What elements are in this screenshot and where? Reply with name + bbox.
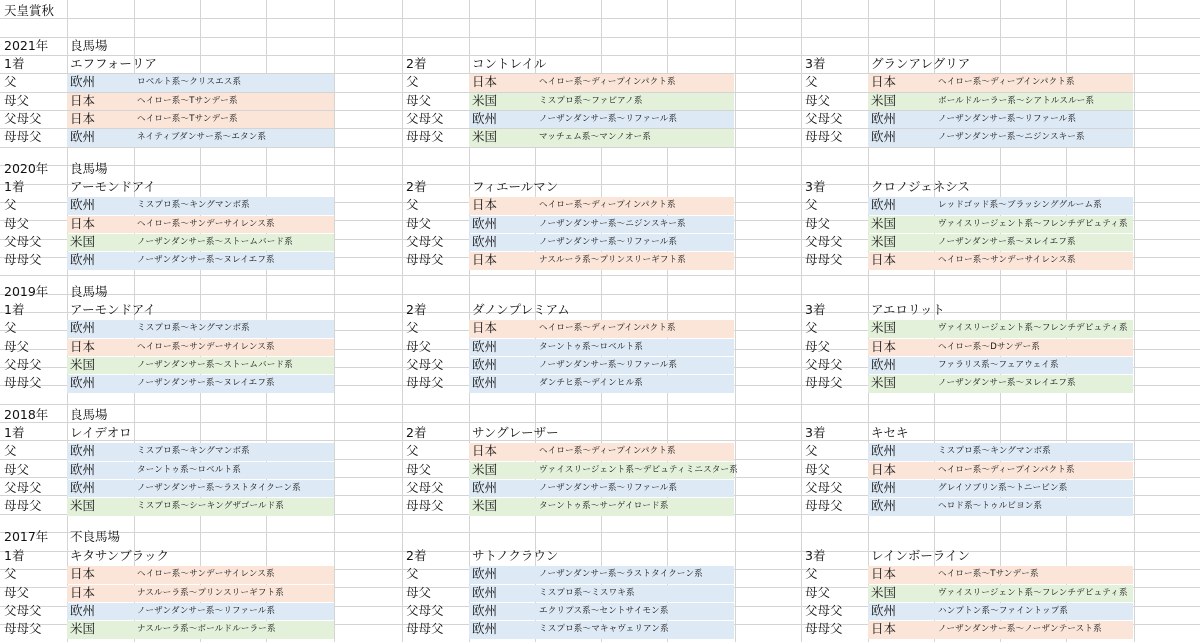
region-cell[interactable]: 米国 xyxy=(70,621,96,637)
bloodline-cell[interactable]: ヘイロー系～ディープインパクト系 xyxy=(539,323,676,334)
relation-label[interactable]: 母母父 xyxy=(805,498,843,514)
bloodline-cell[interactable]: ミスプロ系～マキャヴェリアン系 xyxy=(539,624,669,635)
track-condition[interactable]: 不良馬場 xyxy=(70,529,121,545)
placing-label[interactable]: 2着 xyxy=(406,547,427,563)
region-cell[interactable]: 米国 xyxy=(871,584,897,600)
bloodline-cell[interactable]: ノーザンダンサー系～ヌレイエフ系 xyxy=(938,237,1076,248)
horse-name[interactable]: アーモンドアイ xyxy=(70,301,156,317)
bloodline-cell[interactable]: ヘイロー系～サンデーサイレンス系 xyxy=(137,218,275,229)
region-cell[interactable]: 欧州 xyxy=(472,356,498,372)
region-cell[interactable]: 欧州 xyxy=(472,566,498,582)
relation-label[interactable]: 父 xyxy=(4,566,17,582)
relation-label[interactable]: 父 xyxy=(805,320,818,336)
bloodline-cell[interactable]: ハンプトン系～ファイントップ系 xyxy=(938,605,1069,616)
region-cell[interactable]: 欧州 xyxy=(871,129,897,145)
region-cell[interactable]: 日本 xyxy=(70,584,96,600)
relation-label[interactable]: 母母父 xyxy=(406,252,444,268)
bloodline-cell[interactable]: レッドゴッド系～ブラッシンググルーム系 xyxy=(938,200,1102,211)
year-label[interactable]: 2018年 xyxy=(4,406,49,422)
bloodline-cell[interactable]: ヴァイスリージェント系～フレンチデピュティ系 xyxy=(938,587,1128,598)
region-cell[interactable]: 米国 xyxy=(472,92,498,108)
relation-label[interactable]: 母父 xyxy=(406,584,432,600)
relation-label[interactable]: 父母父 xyxy=(805,602,843,618)
region-cell[interactable]: 米国 xyxy=(871,320,897,336)
bloodline-cell[interactable]: ミスプロ系～シーキングザゴールド系 xyxy=(137,501,285,512)
bloodline-cell[interactable]: ターントゥ系～サーゲイロード系 xyxy=(539,501,669,512)
bloodline-cell[interactable]: ミスプロ系～キングマンボ系 xyxy=(137,323,250,334)
relation-label[interactable]: 母父 xyxy=(406,215,432,231)
relation-label[interactable]: 父 xyxy=(805,74,818,90)
region-cell[interactable]: 日本 xyxy=(472,252,498,268)
region-cell[interactable]: 日本 xyxy=(871,338,897,354)
bloodline-cell[interactable]: ヘイロー系～Tサンデー系 xyxy=(137,95,238,106)
region-cell[interactable]: 日本 xyxy=(871,74,897,90)
region-cell[interactable]: 欧州 xyxy=(472,602,498,618)
bloodline-cell[interactable]: ネイティブダンサー系～エタン系 xyxy=(137,132,267,143)
region-cell[interactable]: 米国 xyxy=(472,129,498,145)
bloodline-cell[interactable]: ノーザンダンサー系～リファール系 xyxy=(539,359,678,370)
relation-label[interactable]: 母母父 xyxy=(805,129,843,145)
horse-name[interactable]: コントレイル xyxy=(472,56,547,72)
relation-label[interactable]: 母母父 xyxy=(805,252,843,268)
bloodline-cell[interactable]: ナスルーラ系～ボールドルーラー系 xyxy=(137,624,276,635)
relation-label[interactable]: 父母父 xyxy=(406,602,444,618)
horse-name[interactable]: グランアレグリア xyxy=(871,56,971,72)
relation-label[interactable]: 父 xyxy=(4,320,17,336)
horse-name[interactable]: アーモンドアイ xyxy=(70,178,156,194)
relation-label[interactable]: 母母父 xyxy=(4,129,42,145)
bloodline-cell[interactable]: ヘイロー系～Dサンデー系 xyxy=(938,341,1041,352)
relation-label[interactable]: 母母父 xyxy=(406,129,444,145)
region-cell[interactable]: 欧州 xyxy=(70,602,96,618)
region-cell[interactable]: 日本 xyxy=(70,338,96,354)
relation-label[interactable]: 父 xyxy=(406,197,419,213)
horse-name[interactable]: エフフォーリア xyxy=(70,56,157,72)
relation-label[interactable]: 父 xyxy=(805,197,818,213)
relation-label[interactable]: 母父 xyxy=(805,215,831,231)
bloodline-cell[interactable]: マッチェム系～マンノオー系 xyxy=(539,132,652,143)
relation-label[interactable]: 父 xyxy=(406,74,419,90)
bloodline-cell[interactable]: ヘイロー系～ディープインパクト系 xyxy=(539,77,676,88)
bloodline-cell[interactable]: ヘイロー系～ディープインパクト系 xyxy=(938,77,1075,88)
region-cell[interactable]: 日本 xyxy=(871,252,897,268)
region-cell[interactable]: 欧州 xyxy=(70,129,96,145)
region-cell[interactable]: 日本 xyxy=(472,320,498,336)
relation-label[interactable]: 父 xyxy=(406,320,419,336)
region-cell[interactable]: 欧州 xyxy=(70,197,96,213)
region-cell[interactable]: 欧州 xyxy=(472,584,498,600)
horse-name[interactable]: ダノンプレミアム xyxy=(472,301,570,317)
relation-label[interactable]: 母母父 xyxy=(805,621,843,637)
region-cell[interactable]: 米国 xyxy=(871,92,897,108)
track-condition[interactable]: 良馬場 xyxy=(70,160,108,176)
year-label[interactable]: 2019年 xyxy=(4,283,49,299)
placing-label[interactable]: 3着 xyxy=(805,424,826,440)
bloodline-cell[interactable]: ノーザンダンサー系～リファール系 xyxy=(539,237,678,248)
relation-label[interactable]: 父母父 xyxy=(805,234,843,250)
relation-label[interactable]: 母母父 xyxy=(406,621,444,637)
region-cell[interactable]: 日本 xyxy=(472,197,498,213)
region-cell[interactable]: 欧州 xyxy=(871,197,897,213)
bloodline-cell[interactable]: ノーザンダンサー系～ヌレイエフ系 xyxy=(137,255,275,266)
bloodline-cell[interactable]: ヘロド系～トゥルビヨン系 xyxy=(938,501,1043,512)
region-cell[interactable]: 日本 xyxy=(871,566,897,582)
region-cell[interactable]: 欧州 xyxy=(472,621,498,637)
placing-label[interactable]: 3着 xyxy=(805,547,826,563)
bloodline-cell[interactable]: ノーザンダンサー系～ヌレイエフ系 xyxy=(137,378,275,389)
relation-label[interactable]: 母父 xyxy=(4,215,30,231)
bloodline-cell[interactable]: ロベルト系～クリスエス系 xyxy=(137,77,242,88)
relation-label[interactable]: 母父 xyxy=(805,584,831,600)
horse-name[interactable]: フィエールマン xyxy=(472,178,559,194)
region-cell[interactable]: 欧州 xyxy=(871,498,897,514)
region-cell[interactable]: 日本 xyxy=(70,111,96,127)
relation-label[interactable]: 母母父 xyxy=(4,621,42,637)
bloodline-cell[interactable]: ノーザンダンサー系～リファール系 xyxy=(539,482,678,493)
placing-label[interactable]: 3着 xyxy=(805,301,826,317)
bloodline-cell[interactable]: ヘイロー系～サンデーサイレンス系 xyxy=(137,569,275,580)
region-cell[interactable]: 米国 xyxy=(70,234,96,250)
region-cell[interactable]: 米国 xyxy=(70,498,96,514)
bloodline-cell[interactable]: ヘイロー系～ディープインパクト系 xyxy=(938,464,1075,475)
relation-label[interactable]: 母父 xyxy=(805,338,831,354)
bloodline-cell[interactable]: ミスプロ系～キングマンボ系 xyxy=(938,446,1051,457)
sheet-title[interactable]: 天皇賞秋 xyxy=(4,3,55,18)
relation-label[interactable]: 父 xyxy=(805,443,818,459)
relation-label[interactable]: 母母父 xyxy=(4,375,42,391)
horse-name[interactable]: レイデオロ xyxy=(70,424,132,440)
region-cell[interactable]: 欧州 xyxy=(871,602,897,618)
horse-name[interactable]: キセキ xyxy=(871,424,909,440)
region-cell[interactable]: 欧州 xyxy=(472,111,498,127)
relation-label[interactable]: 父 xyxy=(4,197,17,213)
year-label[interactable]: 2017年 xyxy=(4,529,49,545)
relation-label[interactable]: 母父 xyxy=(805,92,831,108)
relation-label[interactable]: 父母父 xyxy=(4,602,42,618)
region-cell[interactable]: 欧州 xyxy=(871,443,897,459)
region-cell[interactable]: 欧州 xyxy=(472,375,498,391)
placing-label[interactable]: 1着 xyxy=(4,301,25,317)
region-cell[interactable]: 米国 xyxy=(871,215,897,231)
relation-label[interactable]: 父母父 xyxy=(4,356,42,372)
horse-name[interactable]: キタサンブラック xyxy=(70,547,170,563)
bloodline-cell[interactable]: ナスルーラ系～プリンスリーギフト系 xyxy=(137,587,284,598)
region-cell[interactable]: 欧州 xyxy=(472,479,498,495)
region-cell[interactable]: 日本 xyxy=(472,443,498,459)
placing-label[interactable]: 1着 xyxy=(4,547,25,563)
horse-name[interactable]: レインボーライン xyxy=(871,547,971,563)
bloodline-cell[interactable]: ノーザンダンサー系～ヌレイエフ系 xyxy=(938,378,1076,389)
bloodline-cell[interactable]: ヴァイスリージェント系～デピュティミニスター系 xyxy=(539,464,738,475)
region-cell[interactable]: 米国 xyxy=(472,498,498,514)
bloodline-cell[interactable]: ノーザンダンサー系～ニジンスキー系 xyxy=(539,218,686,229)
bloodline-cell[interactable]: ヘイロー系～サンデーサイレンス系 xyxy=(938,255,1076,266)
placing-label[interactable]: 2着 xyxy=(406,301,427,317)
placing-label[interactable]: 1着 xyxy=(4,424,25,440)
bloodline-cell[interactable]: ノーザンダンサー系～ストームバード系 xyxy=(137,237,293,248)
relation-label[interactable]: 母母父 xyxy=(4,252,42,268)
relation-label[interactable]: 母母父 xyxy=(406,498,444,514)
bloodline-cell[interactable]: ヴァイスリージェント系～フレンチデピュティ系 xyxy=(938,218,1128,229)
relation-label[interactable]: 父 xyxy=(406,566,419,582)
relation-label[interactable]: 父母父 xyxy=(805,479,843,495)
year-label[interactable]: 2021年 xyxy=(4,37,49,53)
bloodline-cell[interactable]: ダンチヒ系～デインヒル系 xyxy=(539,378,643,389)
track-condition[interactable]: 良馬場 xyxy=(70,283,108,299)
region-cell[interactable]: 欧州 xyxy=(70,252,96,268)
bloodline-cell[interactable]: ヘイロー系～サンデーサイレンス系 xyxy=(137,341,275,352)
horse-name[interactable]: クロノジェネシス xyxy=(871,178,970,194)
region-cell[interactable]: 米国 xyxy=(871,375,897,391)
region-cell[interactable]: 欧州 xyxy=(871,111,897,127)
bloodline-cell[interactable]: ノーザンダンサー系～ラストタイクーン系 xyxy=(539,569,703,580)
bloodline-cell[interactable]: エクリプス系～セントサイモン系 xyxy=(539,605,669,616)
relation-label[interactable]: 父 xyxy=(805,566,818,582)
placing-label[interactable]: 2着 xyxy=(406,424,427,440)
placing-label[interactable]: 3着 xyxy=(805,178,826,194)
relation-label[interactable]: 母母父 xyxy=(805,375,843,391)
horse-name[interactable]: サングレーザー xyxy=(472,424,559,440)
relation-label[interactable]: 母父 xyxy=(406,338,432,354)
bloodline-cell[interactable]: ヴァイスリージェント系～フレンチデピュティ系 xyxy=(938,323,1128,334)
relation-label[interactable]: 父母父 xyxy=(4,479,42,495)
relation-label[interactable]: 父母父 xyxy=(805,356,843,372)
region-cell[interactable]: 米国 xyxy=(70,356,96,372)
bloodline-cell[interactable]: ノーザンダンサー系～リファール系 xyxy=(539,114,678,125)
track-condition[interactable]: 良馬場 xyxy=(70,406,108,422)
bloodline-cell[interactable]: ノーザンダンサー系～ニジンスキー系 xyxy=(938,132,1085,143)
relation-label[interactable]: 父 xyxy=(4,443,17,459)
relation-label[interactable]: 母父 xyxy=(4,584,30,600)
relation-label[interactable]: 父母父 xyxy=(4,234,42,250)
region-cell[interactable]: 日本 xyxy=(70,215,96,231)
region-cell[interactable]: 欧州 xyxy=(70,74,96,90)
horse-name[interactable]: サトノクラウン xyxy=(472,547,559,563)
region-cell[interactable]: 日本 xyxy=(70,92,96,108)
bloodline-cell[interactable]: ノーザンダンサー系～ノーザンテースト系 xyxy=(938,624,1102,635)
region-cell[interactable]: 欧州 xyxy=(871,356,897,372)
relation-label[interactable]: 父母父 xyxy=(406,356,444,372)
horse-name[interactable]: アエロリット xyxy=(871,301,945,317)
bloodline-cell[interactable]: ヘイロー系～ディープインパクト系 xyxy=(539,446,676,457)
relation-label[interactable]: 父母父 xyxy=(406,111,444,127)
bloodline-cell[interactable]: ターントゥ系～ロベルト系 xyxy=(539,341,644,352)
region-cell[interactable]: 欧州 xyxy=(70,320,96,336)
region-cell[interactable]: 米国 xyxy=(472,461,498,477)
relation-label[interactable]: 父 xyxy=(406,443,419,459)
relation-label[interactable]: 父母父 xyxy=(406,479,444,495)
relation-label[interactable]: 母母父 xyxy=(406,375,444,391)
placing-label[interactable]: 2着 xyxy=(406,178,427,194)
region-cell[interactable]: 日本 xyxy=(472,74,498,90)
bloodline-cell[interactable]: ターントゥ系～ロベルト系 xyxy=(137,464,242,475)
bloodline-cell[interactable]: ノーザンダンサー系～ストームバード系 xyxy=(137,359,293,370)
region-cell[interactable]: 欧州 xyxy=(70,461,96,477)
relation-label[interactable]: 父母父 xyxy=(4,111,42,127)
bloodline-cell[interactable]: ノーザンダンサー系～リファール系 xyxy=(938,114,1077,125)
bloodline-cell[interactable]: ミスプロ系～キングマンボ系 xyxy=(137,200,250,211)
region-cell[interactable]: 日本 xyxy=(70,566,96,582)
bloodline-cell[interactable]: ノーザンダンサー系～リファール系 xyxy=(137,605,276,616)
region-cell[interactable]: 欧州 xyxy=(70,479,96,495)
relation-label[interactable]: 母父 xyxy=(4,92,30,108)
region-cell[interactable]: 欧州 xyxy=(472,338,498,354)
bloodline-cell[interactable]: ヘイロー系～Tサンデー系 xyxy=(137,114,238,125)
region-cell[interactable]: 日本 xyxy=(871,621,897,637)
bloodline-cell[interactable]: ナスルーラ系～プリンスリーギフト系 xyxy=(539,255,686,266)
bloodline-cell[interactable]: ファラリス系～フェアウェイ系 xyxy=(938,359,1059,370)
placing-label[interactable]: 2着 xyxy=(406,56,427,72)
region-cell[interactable]: 欧州 xyxy=(70,375,96,391)
region-cell[interactable]: 日本 xyxy=(871,461,897,477)
placing-label[interactable]: 1着 xyxy=(4,56,25,72)
placing-label[interactable]: 1着 xyxy=(4,178,25,194)
bloodline-cell[interactable]: ボールドルーラー系～シアトルスルー系 xyxy=(938,95,1095,106)
bloodline-cell[interactable]: ノーザンダンサー系～ラストタイクーン系 xyxy=(137,482,301,493)
relation-label[interactable]: 母父 xyxy=(805,461,831,477)
track-condition[interactable]: 良馬場 xyxy=(70,37,108,53)
region-cell[interactable]: 欧州 xyxy=(70,443,96,459)
region-cell[interactable]: 欧州 xyxy=(472,215,498,231)
bloodline-cell[interactable]: ミスプロ系～キングマンボ系 xyxy=(137,446,250,457)
relation-label[interactable]: 父 xyxy=(4,74,17,90)
bloodline-cell[interactable]: ヘイロー系～ディープインパクト系 xyxy=(539,200,676,211)
year-label[interactable]: 2020年 xyxy=(4,160,49,176)
region-cell[interactable]: 欧州 xyxy=(472,234,498,250)
relation-label[interactable]: 母父 xyxy=(4,461,30,477)
bloodline-cell[interactable]: ヘイロー系～Tサンデー系 xyxy=(938,569,1039,580)
relation-label[interactable]: 父母父 xyxy=(805,111,843,127)
relation-label[interactable]: 母父 xyxy=(406,461,432,477)
region-cell[interactable]: 欧州 xyxy=(871,479,897,495)
bloodline-cell[interactable]: ミスプロ系～ファピアノ系 xyxy=(539,95,643,106)
relation-label[interactable]: 母父 xyxy=(406,92,432,108)
bloodline-cell[interactable]: グレイソブリン系～トニービン系 xyxy=(938,482,1068,493)
relation-label[interactable]: 母母父 xyxy=(4,498,42,514)
relation-label[interactable]: 母父 xyxy=(4,338,30,354)
relation-label[interactable]: 父母父 xyxy=(406,234,444,250)
region-cell[interactable]: 米国 xyxy=(871,234,897,250)
placing-label[interactable]: 3着 xyxy=(805,56,826,72)
bloodline-cell[interactable]: ミスプロ系～ミスワキ系 xyxy=(539,587,635,598)
